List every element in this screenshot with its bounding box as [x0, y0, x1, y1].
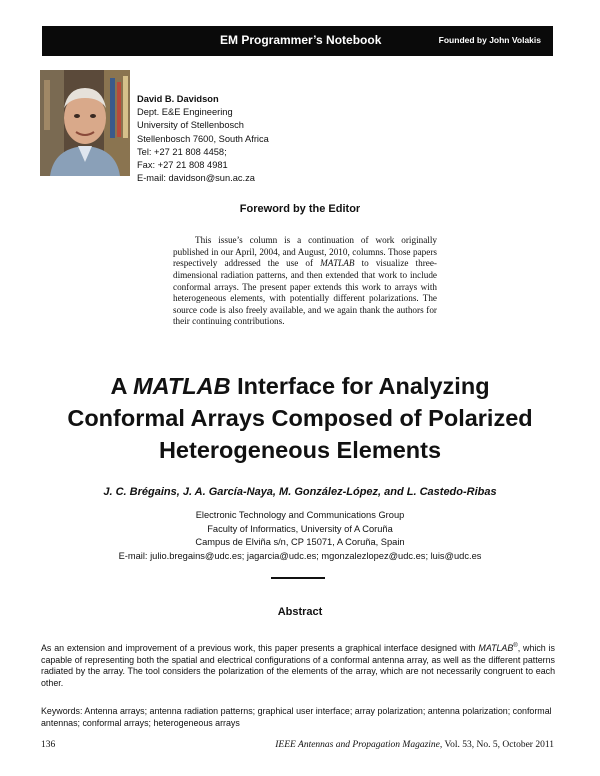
- editor-fax: Fax: +27 21 808 4981: [137, 160, 228, 171]
- foreword-matlab: MATLAB: [320, 258, 355, 269]
- editor-university: University of Stellenbosch: [137, 120, 244, 131]
- editor-name: David B. Davidson: [137, 94, 219, 104]
- editor-address: Stellenbosch 7600, South Africa: [137, 133, 269, 144]
- abstract-heading: Abstract: [277, 606, 323, 618]
- editor-contact-block: [137, 93, 269, 185]
- paper-authors: J. C. Brégains, J. A. García-Naya, M. González-López, and L. Castedo-Ribas: [103, 486, 497, 498]
- foreword-heading: Foreword by the Editor: [239, 203, 361, 215]
- title-matlab: MATLAB: [133, 373, 231, 399]
- paper-title: A MATLAB Interface for Analyzing Conformal Arrays Composed of Polarized Heterogeneous Elements: [67, 373, 533, 463]
- paper-affiliation: Electronic Technology and Communications Group Faculty of Informatics, University of A Coruña Campus de Elviña s/n, CP 15071, A Coruña, Spain E-mail: julio.bregains@udc.es; jagarcia@udc.es; mgonzalezlopez@udc.es; luis@udc.es: [0, 509, 600, 563]
- abstract-matlab: MATLAB: [478, 642, 514, 653]
- editor-dept: Dept. E&E Engineering: [137, 107, 233, 118]
- section-divider: [271, 577, 325, 579]
- column-title: EM Programmer’s Notebook: [220, 33, 382, 47]
- editor-email: E-mail: davidson@sun.ac.za: [137, 173, 255, 184]
- abstract-text: As an extension and improvement of a previous work, this paper presents a graphical interface designed with MATLAB®, which is capable of representing both the spatial and electrical configurations of a conformal antenna array, as well as the different patterns radiated by the array. The tool considers the polarization of the elements of the array, which are not necessarily congruent to each other.: [41, 642, 555, 688]
- journal-citation: IEEE Antennas and Propagation Magazine, Vol. 53, No. 5, October 2011: [275, 740, 554, 750]
- page-number: 136: [41, 740, 56, 750]
- column-header-bar: [42, 26, 553, 56]
- editor-photo: [40, 70, 130, 176]
- column-founder: Founded by John Volakis: [438, 35, 541, 45]
- keywords: Keywords: Antenna arrays; antenna radiation patterns; graphical user interface; array polarization; antenna polarization; conformal antennas; conformal arrays; heterogeneous arrays: [41, 705, 552, 728]
- editor-tel: Tel: +27 21 808 4458;: [137, 146, 227, 157]
- foreword-text: This issue’s column is a continuation of work originally published in our April, 2004, and August, 2010, columns. Those papers respectively addressed the use of MATLAB to visualize three-dimensional radiation patterns, and then extended that work to include conformal arrays. The present paper extends this work to arrays with heterogeneous elements, with potentially different polarizations. The source code is also freely available, and we again thank the authors for their continuing contributions.: [173, 235, 437, 327]
- author-emails: E-mail: julio.bregains@udc.es; jagarcia@udc.es; mgonzalezlopez@udc.es; luis@udc.es: [118, 550, 482, 561]
